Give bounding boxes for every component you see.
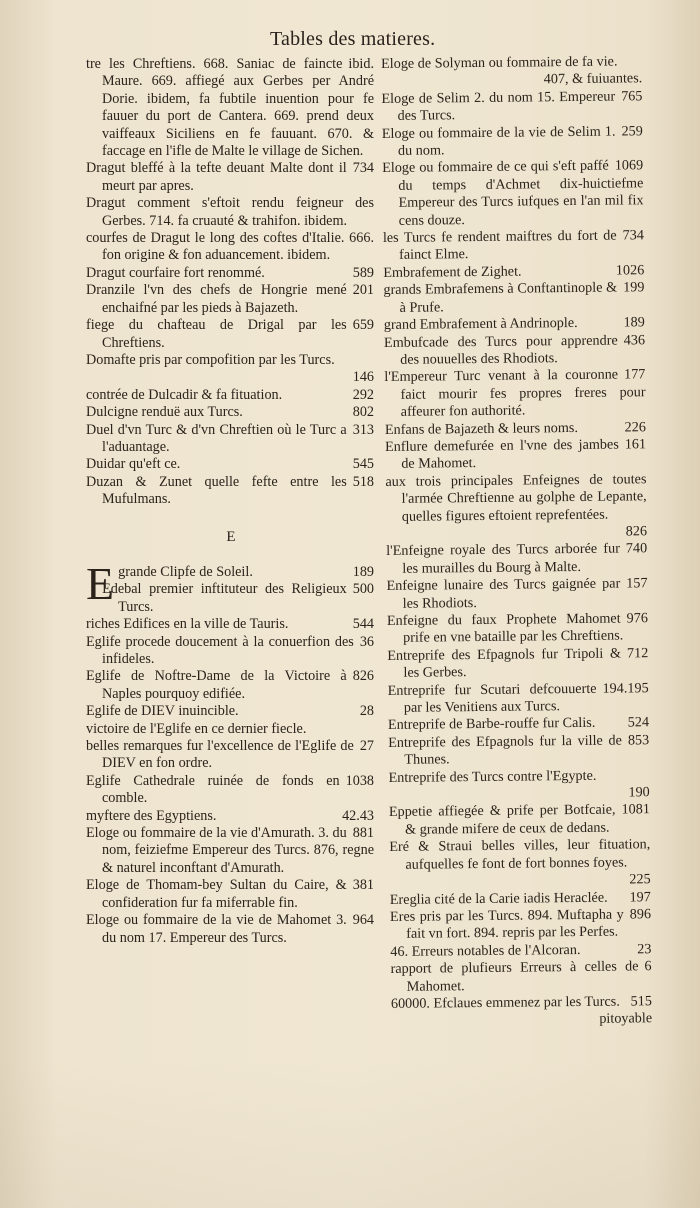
index-entry	[86, 387, 376, 404]
entry-text: Entreprife des Efpagnols fur la ville de Thunes.	[388, 732, 622, 769]
index-entry	[86, 56, 376, 160]
left-column	[86, 56, 376, 947]
entry-text: Eloge de Solyman ou fommaire de fa vie.	[381, 53, 618, 72]
index-entry	[391, 1011, 654, 1031]
page-number: 524	[627, 714, 650, 731]
page-number: 36	[359, 633, 374, 650]
page-number: 199	[623, 279, 645, 296]
entry-text: Dragut courfaire fort renommé.	[86, 264, 265, 281]
entry-text: Enflure demefurée en l'vne des jambes de Mahomet.	[385, 436, 619, 473]
index-entry	[86, 456, 376, 473]
entry-text: Eloge ou fommaire de ce qui s'eft paffé du temps d'Achmet dix-huictiefme Empereur des Turcs iufques en l'an mil fix cens douze.	[382, 158, 644, 229]
page-number: 313	[352, 421, 374, 438]
page-number: 740	[625, 540, 648, 557]
entry-text: Entreprife fur Scutari defcouuerte par les Venitiens aux Turcs.	[387, 680, 597, 716]
page-number: 189	[623, 314, 645, 331]
page-number: 853	[627, 732, 650, 749]
entry-text: Eppetie affiegée & prife per Botfcaie, & grande mifere de ceux de dedans.	[388, 802, 616, 838]
entry-text: Enfeigne lunaire des Turcs gaignée par les Rhodiots.	[386, 575, 621, 612]
entry-text: Eloge de Thomam-bey Sultan du Caire, & confideration fur fa miferrable fin.	[86, 877, 347, 911]
page-number: 28	[359, 703, 374, 720]
page-number: 259	[621, 122, 643, 140]
page-number: 1081	[621, 801, 650, 818]
entry-text: 60000. Efclaues emmenez par les Turcs.	[390, 993, 620, 1012]
page-number: 1026	[615, 262, 645, 279]
index-entry	[86, 877, 376, 912]
index-entry	[386, 541, 649, 579]
entry-text: Eglife Cathedrale ruinée de fonds en comble.	[86, 772, 340, 807]
entry-text: grands Embrafemens à Conftantinople & à Prufe.	[383, 279, 618, 316]
dropcap-letter: E	[86, 557, 115, 609]
index-entry	[86, 581, 376, 616]
page-number: 964	[352, 912, 374, 929]
index-entry	[388, 767, 651, 805]
index-entry	[86, 265, 376, 282]
index-entry	[86, 422, 376, 457]
index-entry	[388, 732, 651, 770]
page-number: 177	[623, 366, 646, 383]
entry-text: fiege du chafteau de Drigal par les Chreftiens.	[86, 317, 347, 351]
entry-text: Duzan & Zunet quelle fefte entre les Mufulmans.	[86, 473, 347, 508]
page-number: 544	[352, 616, 374, 633]
entry-text: rapport de plufieurs Erreurs à celles de Mahomet.	[390, 958, 639, 995]
index-entry	[383, 280, 646, 318]
dropcap-prefix: grande	[118, 563, 157, 580]
index-entry	[86, 738, 376, 773]
page-number: 407, & fuiuantes.	[543, 70, 643, 88]
entry-text: Duidar qu'eft ce.	[86, 456, 181, 473]
index-entry	[86, 282, 376, 317]
index-entry	[381, 53, 644, 91]
entry-text: Ereglia cité de la Carie iadis Heraclée.	[389, 889, 608, 908]
entry-text: courfes de Dragut le long des coftes d'Italie. 666. fon origine & fon aduancement. ibidem.	[86, 230, 374, 264]
index-entry	[86, 195, 376, 230]
entry-text: Embufcade des Turcs pour apprendre des nouuelles des Rhodiots.	[383, 332, 618, 368]
entry-text: Entreprife des Turcs contre l'Egypte.	[388, 767, 597, 786]
index-entry	[388, 680, 651, 718]
section-letter: E	[226, 528, 236, 545]
index-entry	[86, 808, 376, 825]
page-number: 826	[625, 523, 648, 540]
page-number: 197	[629, 888, 651, 905]
index-entry	[385, 436, 648, 474]
page-number: 42.43	[342, 807, 374, 824]
index-entry	[384, 367, 648, 422]
entry-text: Enfans de Bajazeth & leurs noms.	[384, 419, 579, 438]
entries-after-e	[86, 581, 376, 947]
index-entry	[86, 773, 376, 808]
index-entry	[384, 332, 647, 370]
entry-text: Eloge ou fommaire de la vie de Selim 1. du nom.	[381, 123, 616, 159]
page-number: 225	[629, 871, 651, 888]
page-number: 190	[628, 784, 650, 801]
entry-text: 46. Erreurs notables de l'Alcoran.	[390, 941, 581, 960]
entry-text: Clipfe de Soleil.	[160, 563, 253, 580]
index-entry	[383, 227, 646, 265]
index-entry	[86, 825, 376, 877]
entry-text: Eglife procede doucement à la conuerfion des infideles.	[86, 633, 354, 667]
entry-text: l'Empereur Turc venant à la couronne faict mourir fes propres freres pour affeurer fon authorité.	[384, 366, 646, 420]
page-number: 712	[626, 645, 649, 662]
entry-text: Duel d'vn Turc & d'vn Chreftien où le Turc a l'aduantage.	[86, 421, 347, 455]
entry-text: aux trois principales Enfeignes de toutes l'armée Chreftienne au golphe de Lepante, quelles figures eftoient reprefentées.	[385, 470, 647, 525]
page-number: 659	[352, 317, 374, 334]
page-number: 1038	[345, 772, 374, 789]
entry-text: Eglife de Noftre-Dame de la Victoire à Naples pourquoy edifiée.	[86, 668, 347, 702]
entry-text: grand Embrafement à Andrinople.	[383, 315, 578, 334]
entry-text: contrée de Dulcadir & fa fituation.	[86, 386, 283, 403]
entry-text: Dranzile l'vn des chefs de Hongrie mené enchaifné par les pieds à Bajazeth.	[86, 282, 347, 316]
page-header: Tables des matieres.	[270, 28, 436, 50]
index-entry	[385, 471, 649, 543]
index-entry	[86, 404, 376, 421]
page-number: 292	[352, 386, 374, 403]
entry-text: tre les Chreftiens. 668. Saniac de faincte Maure. 669. affiegé aux Gerbes per André Dorie. ibidem, fa fubtile inuention pour fe fauuer du port de Cantera. 669. prend deux vaiffeaux Siciliens en fe fauuant. 670. & faccage en l'ifle de Malte le village de Sichen.	[86, 56, 374, 160]
entry-text: riches Edifices en la ville de Tauris.	[86, 616, 289, 633]
page-shade	[0, 1058, 700, 1208]
index-entry	[381, 88, 644, 126]
entry-text: myftere des Egyptiens.	[86, 807, 217, 824]
index-entry	[382, 123, 645, 161]
index-entry	[390, 906, 653, 944]
index-entry	[86, 703, 376, 720]
entry-text: belles remarques fur l'excellence de l'Eglife de DIEV en fon ordre.	[86, 738, 354, 772]
page-number: 896	[629, 906, 652, 923]
page-number: 226	[624, 418, 646, 436]
page-number: 545	[352, 456, 374, 473]
index-entry	[86, 317, 376, 352]
index-entry	[382, 158, 646, 230]
entry-text: Dragut comment s'eftoit rendu feigneur des Gerbes. 714. fa cruauté & trahifon. ibidem.	[86, 195, 374, 229]
index-entry	[387, 610, 650, 648]
entry-text: Edebal premier inftituteur des Religieux Turcs.	[102, 581, 347, 615]
right-entries	[381, 53, 654, 1030]
page-number: 1069	[614, 157, 644, 174]
index-entry	[389, 802, 652, 840]
entry-text: Entreprife de Barbe-rouffe fur Calis.	[387, 715, 596, 734]
page-number: 189	[352, 563, 374, 580]
page-number: 881	[352, 825, 374, 842]
index-entry	[386, 575, 649, 613]
entry-text: Eloge de Selim 2. du nom 15. Empereur des Turcs.	[381, 88, 616, 125]
page-number: 194.195	[602, 679, 649, 697]
page-number: 6	[644, 958, 652, 975]
entry-text: Dulcigne renduë aux Turcs.	[86, 404, 243, 421]
entry-text: Entreprife des Efpagnols fur Tripoli & les Gerbes.	[387, 645, 622, 682]
index-entry	[86, 616, 376, 633]
page-number: 157	[626, 575, 648, 592]
page-number: 27	[359, 738, 374, 755]
index-entry	[387, 645, 650, 683]
entry-text: Dragut bleffé à la tefte deuant Malte dont il meurt par apres.	[86, 160, 347, 194]
index-entry	[86, 721, 376, 738]
page-number: 734	[352, 160, 374, 177]
entries-before-e	[86, 56, 376, 509]
page-number: pitoyable	[599, 1010, 653, 1028]
index-entry	[86, 160, 376, 195]
entry-text: l'Enfeigne royale des Turcs arborée fur les murailles du Bourg à Malte.	[386, 540, 620, 577]
index-entry	[390, 958, 653, 996]
page-number: 201	[352, 282, 374, 299]
page-number: 515	[630, 993, 652, 1010]
page-number: 381	[352, 877, 374, 894]
entry-text: Enfeigne du faux Prophete Mahomet prife en vne bataille par les Chreftiens.	[386, 610, 624, 647]
index-entry	[86, 474, 376, 509]
entry-text: victoire de l'Eglife en ce dernier fiecle.	[86, 720, 307, 737]
page-number: 976	[626, 610, 648, 627]
page-number: ibid.	[348, 56, 374, 72]
entry-text: Domafte pris par compofition par les Turcs.	[86, 351, 335, 368]
index-entry	[86, 230, 376, 265]
page-number: 826	[352, 668, 374, 685]
index-entry	[86, 634, 376, 669]
index-entry	[389, 836, 653, 891]
index-entry	[86, 668, 376, 703]
page-number: 23	[637, 940, 652, 958]
index-entry	[86, 352, 376, 387]
entry-text: Eré & Straui belles villes, leur fituation, aufquelles fe font de fort bonnes foyes.	[389, 836, 651, 873]
entry-text: Eloge ou fommaire de la vie d'Amurath. 3. du nom, feiziefme Empereur des Turcs. 876, regne & naturel inconftant d'Amurath.	[86, 825, 374, 876]
page-number: 500	[352, 581, 374, 598]
page-number: 802	[352, 404, 374, 421]
index-entry	[86, 912, 376, 947]
page-number: 518	[352, 473, 374, 490]
page-number: 436	[623, 331, 646, 348]
entry-text: Eglife de DIEV inuincible.	[86, 703, 239, 720]
entry-text: Embrafement de Zighet.	[383, 263, 522, 281]
entry-text: Eloge ou fommaire de la vie de Mahomet 3. du nom 17. Empereur des Turcs.	[86, 912, 347, 946]
page-number: 161	[624, 436, 647, 453]
page-number: 146	[352, 369, 374, 386]
entry-text: les Turcs fe rendent maiftres du fort de fainct Elme.	[382, 227, 617, 264]
entry-text: Eres pris par les Turcs. 894. Muftapha y fait vn fort. 894. repris par les Perfes.	[389, 906, 624, 943]
page-number: 589	[352, 264, 374, 281]
right-column	[381, 53, 654, 1030]
page-number: 765	[621, 88, 643, 105]
page-number: 734	[622, 227, 644, 244]
